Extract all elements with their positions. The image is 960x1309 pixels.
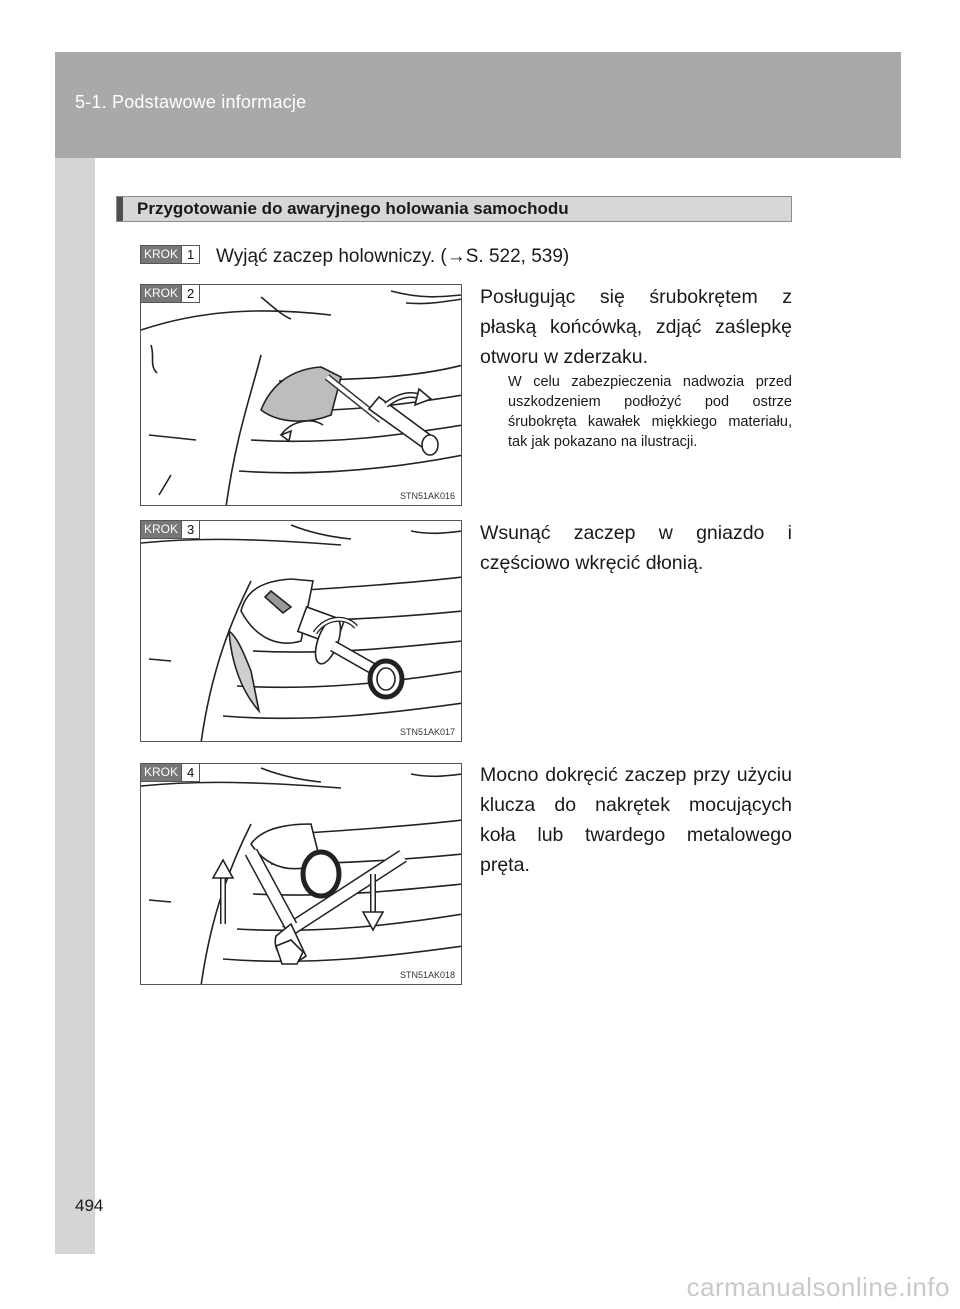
step-keyword: KROK [141, 764, 181, 781]
step-3-figure [140, 520, 462, 742]
step-2-badge [140, 284, 200, 303]
step-2-figure [140, 284, 462, 506]
header-section-title: 5-1. Podstawowe informacje [75, 92, 307, 112]
tow-hook-insert-illustration [141, 521, 462, 742]
step-number: 1 [181, 246, 199, 263]
step-keyword: KROK [141, 246, 181, 263]
section-heading-bar [116, 196, 792, 222]
wrench-tighten-illustration [141, 764, 462, 985]
step-number: 2 [181, 285, 199, 302]
step-keyword: KROK [141, 521, 181, 538]
page-number: 494 [75, 1196, 104, 1215]
step-keyword: KROK [141, 285, 181, 302]
section-title: Przygotowanie do awaryjnego holowania samochodu [137, 199, 569, 218]
step-number: 4 [181, 764, 199, 781]
screwdriver-illustration [141, 285, 462, 506]
step-number: 3 [181, 521, 199, 538]
figure-code: STN51AK017 [399, 727, 455, 737]
sidebar-strip [55, 158, 95, 1254]
step-1-text: Wyjąć zaczep holowniczy. (→S. 522, 539) [216, 246, 570, 267]
watermark: carmanualsonline.info [686, 1272, 950, 1302]
step-3-badge [140, 520, 200, 539]
step-1-badge [140, 245, 200, 264]
step-4-figure [140, 763, 462, 985]
figure-code: STN51AK016 [399, 491, 455, 501]
step-4-badge [140, 763, 200, 782]
step-3-text: Wsunąć zaczep w gniazdo i częściowo wkręcić dłonią. [480, 522, 792, 574]
figure-code: STN51AK018 [399, 970, 455, 980]
step-4-text: Mocno dokręcić zaczep przy użyciu klucza do nakrętek mocujących koła lub twardego metalowego pręta. [480, 764, 792, 876]
step-2-text: Posługując się śrubokrętem z płaską końcówką, zdjąć zaślepkę otworu w zderzaku. [480, 286, 792, 368]
step-2-note: W celu zabezpieczenia nadwozia przed uszkodzeniem podłożyć pod ostrze śrubokręta kawałek miękkiego materiału, tak jak pokazano na ilustracji. [508, 374, 792, 450]
